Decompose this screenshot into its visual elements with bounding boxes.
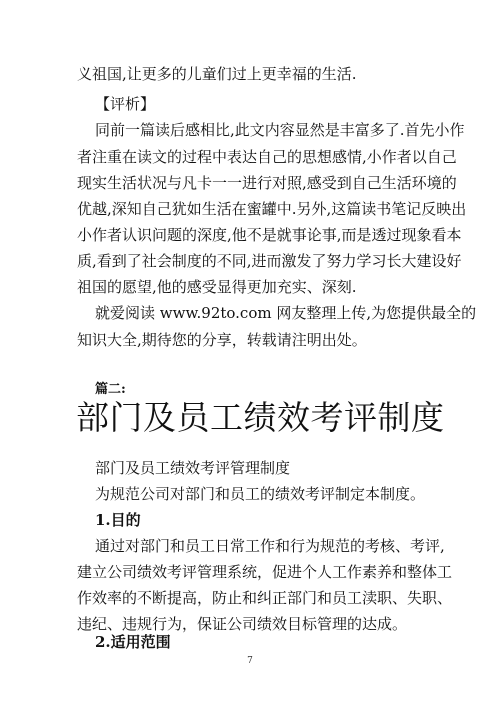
notice-line: 知识大全,期待您的分享，转载请注明出处。 xyxy=(77,331,367,349)
analysis-label: 【评析】 xyxy=(95,95,156,113)
subtitle-line: 部门及员工绩效考评管理制度 xyxy=(95,459,291,477)
heading-scope: 2.适用范围 xyxy=(95,633,171,651)
purpose-line: 通过对部门和员工日常工作和行为规范的考核、考评, xyxy=(95,537,445,555)
notice-line: 就爱阅读 www.92to.com 网友整理上传,为您提供最全的 xyxy=(95,304,477,322)
intro-line: 为规范公司对部门和员工的绩效考评制定本制度。 xyxy=(95,485,426,503)
heading-purpose: 1.目的 xyxy=(95,511,141,529)
analysis-line: 小作者认识问题的深度,他不是就事论事,而是透过现象看本 xyxy=(77,226,462,244)
analysis-line: 现实生活状况与凡卡一一进行对照,感受到自己生活环境的 xyxy=(77,174,457,192)
analysis-line: 者注重在读文的过程中表达自己的思想感情,小作者以自己 xyxy=(77,148,457,166)
page-number: 7 xyxy=(247,656,253,666)
purpose-line: 作效率的不断提高，防止和纠正部门和员工渎职、失职、 xyxy=(77,589,453,607)
analysis-line: 同前一篇读后感相比,此文内容显然是丰富多了.首先小作 xyxy=(95,121,465,139)
analysis-line: 质,看到了社会制度的不同,进而激发了努力学习长大建设好 xyxy=(77,252,462,270)
analysis-line: 优越,深知自己犹如生活在蜜罐中.另外,这篇读书笔记反映出 xyxy=(77,200,467,218)
purpose-line: 建立公司绩效考评管理系统，促进个人工作素养和整体工 xyxy=(77,563,453,581)
analysis-line: 祖国的愿望,他的感受显得更加充实、深刻. xyxy=(77,278,357,296)
document-title: 部门及员工绩效考评制度 xyxy=(76,398,445,437)
text-line: 义祖国,让更多的儿童们过上更幸福的生活. xyxy=(77,65,357,83)
section-label: 篇二: xyxy=(95,382,126,397)
purpose-line: 违纪、违规行为，保证公司绩效目标管理的达成。 xyxy=(77,615,408,633)
